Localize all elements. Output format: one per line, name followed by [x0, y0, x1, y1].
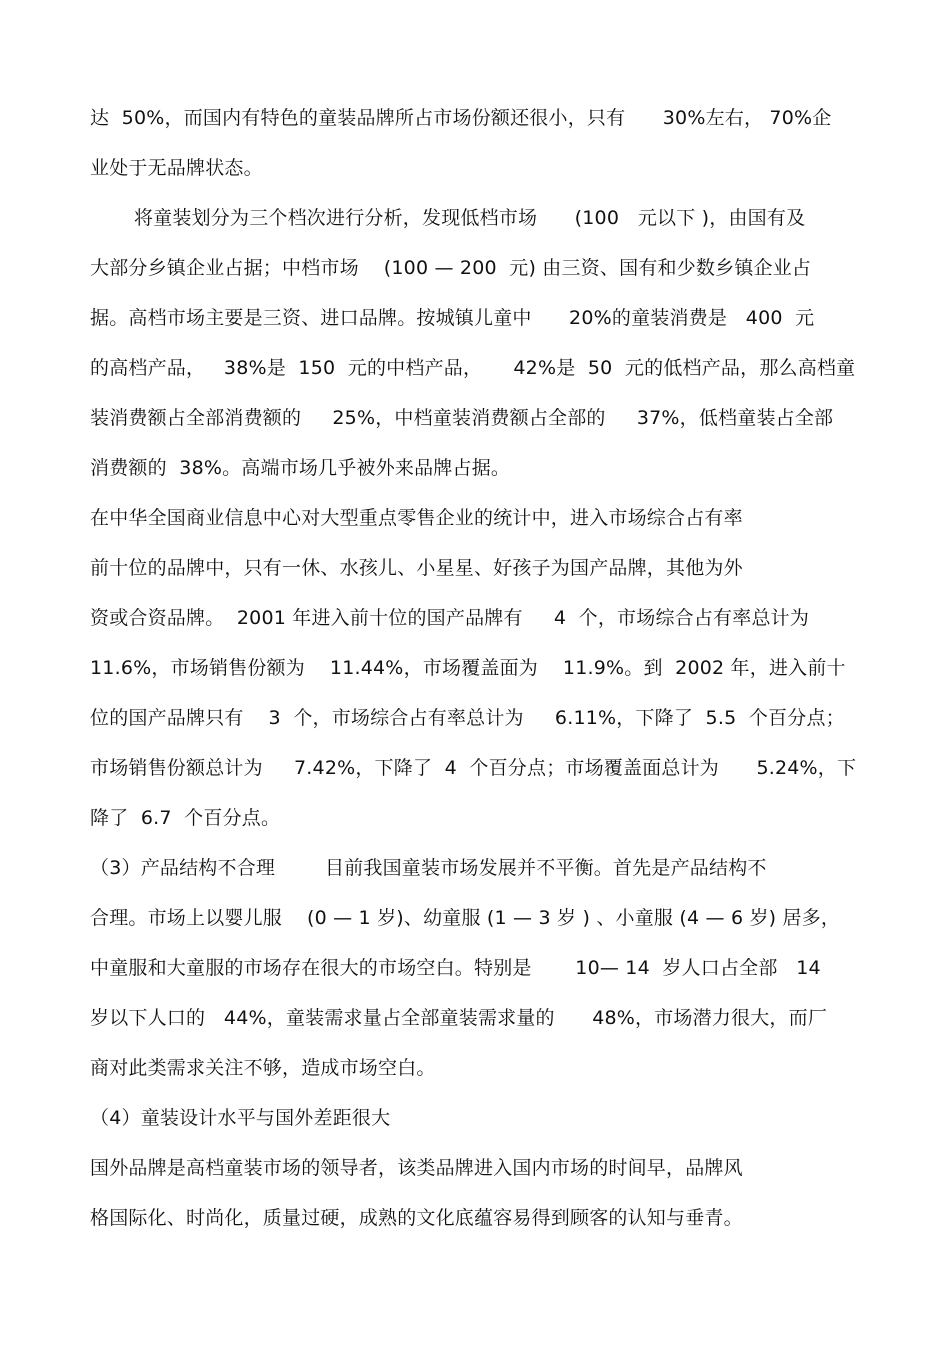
text-line: 消费额的 38%。高端市场几乎被外来品牌占据。 — [90, 457, 511, 479]
text-line: 合理。市场上以婴儿服 (0 — 1 岁)、幼童服 (1 — 3 岁 ) 、小童服 (4 — 6 岁) 居多， — [90, 907, 841, 929]
text-line: 中童服和大童服的市场存在很大的市场空白。特别是 10— 14 岁人口占全部 14 — [90, 957, 821, 979]
text-line: 降了 6.7 个百分点。 — [90, 807, 281, 829]
text-line: 大部分乡镇企业占据；中档市场 (100 — 200 元) 由三资、国有和少数乡镇企业占 — [90, 257, 812, 279]
text-line: 市场销售份额总计为 7.42%，下降了 4 个百分点；市场覆盖面总计为 5.24%，下 — [90, 757, 857, 779]
section-heading: （3）产品结构不合理 目前我国童装市场发展并不平衡。首先是产品结构不 — [90, 857, 767, 879]
text-line: 前十位的品牌中，只有一休、水孩儿、小星星、好孩子为国产品牌，其他为外 — [90, 557, 743, 579]
text-line: 国外品牌是高档童装市场的领导者，该类品牌进入国内市场的时间早，品牌风 — [90, 1157, 743, 1179]
text-line: 在中华全国商业信息中心对大型重点零售企业的统计中，进入市场综合占有率 — [90, 507, 743, 529]
text-line: 位的国产品牌只有 3 个，市场综合占有率总计为 6.11%，下降了 5.5 个百分点； — [90, 707, 845, 729]
text-line: 的高档产品， 38%是 150 元的中档产品， 42%是 50 元的低档产品，那么高档童 — [90, 357, 856, 379]
text-line: 装消费额占全部消费额的 25%，中档童装消费额占全部的 37%，低档童装占全部 — [90, 407, 834, 429]
text-line: 岁以下人口的 44%，童装需求量占全部童装需求量的 48%，市场潜力很大，而厂 — [90, 1007, 828, 1029]
text-line: 将童装划分为三个档次进行分析，发现低档市场 (100 元以下 )，由国有及 — [134, 207, 806, 229]
text-line: 业处于无品牌状态。 — [90, 157, 263, 179]
section-heading: （4）童装设计水平与国外差距很大 — [90, 1107, 391, 1129]
text-line: 据。高档市场主要是三资、进口品牌。按城镇儿童中 20%的童装消费是 400 元 — [90, 307, 815, 329]
text-line: 资或合资品牌。 2001 年进入前十位的国产品牌有 4 个，市场综合占有率总计为 — [90, 607, 810, 629]
text-line: 11.6%，市场销售份额为 11.44%，市场覆盖面为 11.9%。到 2002 年，进入前十 — [90, 657, 846, 679]
text-line: 商对此类需求关注不够，造成市场空白。 — [90, 1057, 436, 1079]
text-line: 格国际化、时尚化，质量过硬，成熟的文化底蕴容易得到顾客的认知与垂青。 — [90, 1207, 743, 1229]
text-line: 达 50%，而国内有特色的童装品牌所占市场份额还很小，只有 30%左右， 70%企 — [90, 107, 832, 129]
